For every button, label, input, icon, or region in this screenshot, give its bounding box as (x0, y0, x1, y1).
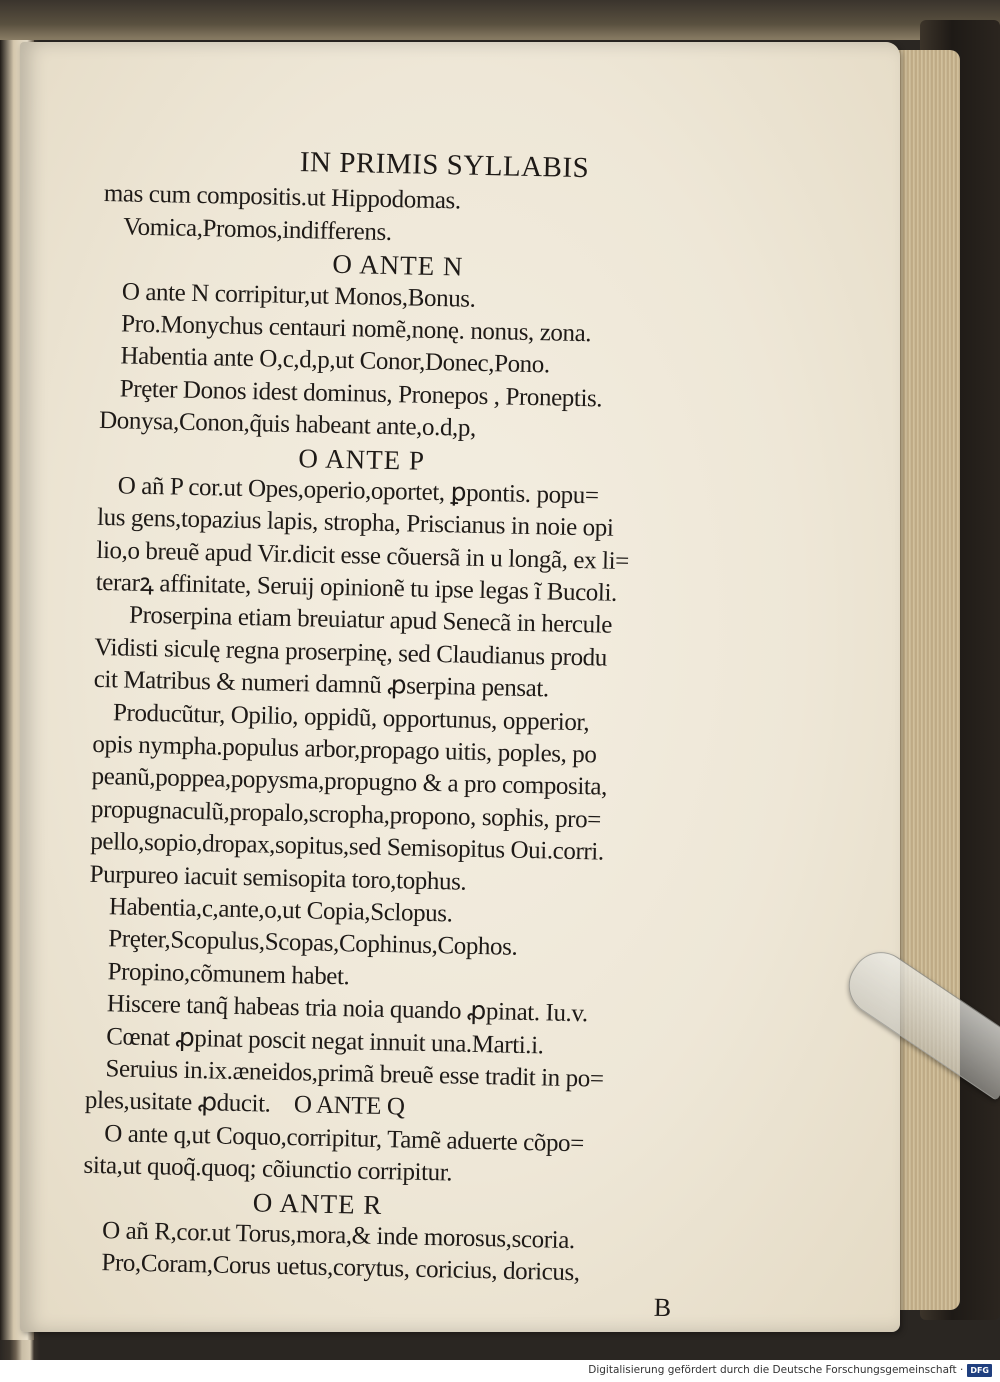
section-heading: O ANTE P (298, 442, 426, 476)
text-line: Habentia,c,ante,o,ut Copia,Sclopus. (108, 893, 453, 928)
text-line: Pro,Coram,Corus uetus,corytus, coricius, doricus, (101, 1249, 580, 1287)
text-line: Vomica,Promos,indifferens. (122, 213, 392, 246)
text-line: O añ P cor.ut Opes,operio,oportet, ꝑpontis. popu= (117, 472, 599, 510)
text-line: mas cum compositis.ut Hippodomas. (103, 180, 462, 215)
text-line: lio,o breuẽ apud Vir.dicit esse cõuersã in u longã, ex li= (96, 536, 630, 575)
book-page (20, 42, 900, 1332)
text-line: Seruius in.ix.æneidos,primã breuẽ esse tradit in po= (105, 1055, 604, 1093)
book-cover-edge (0, 0, 1000, 40)
text-line: Producũtur, Opilio, oppidũ, opportunus, opperior, (112, 698, 590, 736)
text-line: sita,ut quoq̃.quoq; cõiunctio corripitur. (83, 1151, 453, 1187)
text-line: ples,usitate ꝓducit. O ANTE Q (84, 1087, 405, 1121)
text-line: peanũ,poppea,popysma,propugno & a pro composita, (91, 763, 608, 802)
signature-mark: B (653, 1292, 672, 1322)
digitization-footer (588, 1362, 992, 1378)
text-line: propugnaculũ,propalo,scropha,propono, sophis, pro= (90, 795, 602, 834)
dfg-logo-icon: DFG (967, 1364, 992, 1377)
text-line: O ante N corripitur,ut Monos,Bonus. (121, 277, 476, 313)
text-line: O ante q,ut Coquo,corripitur, Tamẽ aduerte cõpo= (103, 1119, 585, 1157)
text-line: Hiscere tanq̃ habeas tria noia quando ꝓpinat. Iu.v. (106, 990, 589, 1028)
page-text (80, 142, 744, 1325)
text-line: Donysa,Conon,q̃uis habeant ante,o.d,p, (98, 407, 477, 442)
text-line: Proserpina etiam breuiatur apud Senecã in hercule (128, 602, 613, 640)
text-line: Pro.Monychus centauri nomẽ,nonę. nonus, zona. (120, 310, 592, 348)
text-line: terarꝝ affinitate, Seruij opinionẽ tu ipse legas ĩ Bucoli. (95, 569, 618, 607)
section-heading: O ANTE R (252, 1186, 383, 1220)
text-line: cit Matribus & numeri damnũ ꝓserpina pensat. (93, 666, 550, 703)
text-line: Prȩter Donos idest dominus, Pronepos , Proneptis. (119, 375, 603, 413)
text-line: Prȩter,Scopulus,Scopas,Cophinus,Cophos. (108, 925, 518, 962)
text-line: opis nympha.populus arbor,propago uitis, poples, po (92, 730, 597, 769)
text-line: Purpureo iacuit semisopita toro,tophus. (89, 860, 467, 896)
text-line: Cœnat ꝓpinat poscit negat innuit una.Marti.i. (105, 1022, 544, 1059)
text-line: pello,sopio,dropax,sopitus,sed Semisopitus Oui.corri. (90, 828, 605, 866)
footer-credit: Digitalisierung gefördert durch die Deutsche Forschungsgemeinschaft · (588, 1364, 964, 1376)
section-heading: O ANTE N (332, 248, 464, 282)
running-head: IN PRIMIS SYLLABIS (299, 146, 590, 185)
text-line: Propino,cõmunem habet. (107, 958, 350, 991)
text-line: Vidisti siculę regna proserpinę, sed Claudianus produ (94, 633, 608, 672)
text-line: O añ R,cor.ut Torus,mora,& inde morosus,scoria. (101, 1217, 576, 1254)
text-line: lus gens,topazius lapis, stropha, Priscianus in noie opi (96, 504, 614, 543)
text-line: Habentia ante O,c,d,p,ut Conor,Donec,Pono. (120, 342, 551, 379)
